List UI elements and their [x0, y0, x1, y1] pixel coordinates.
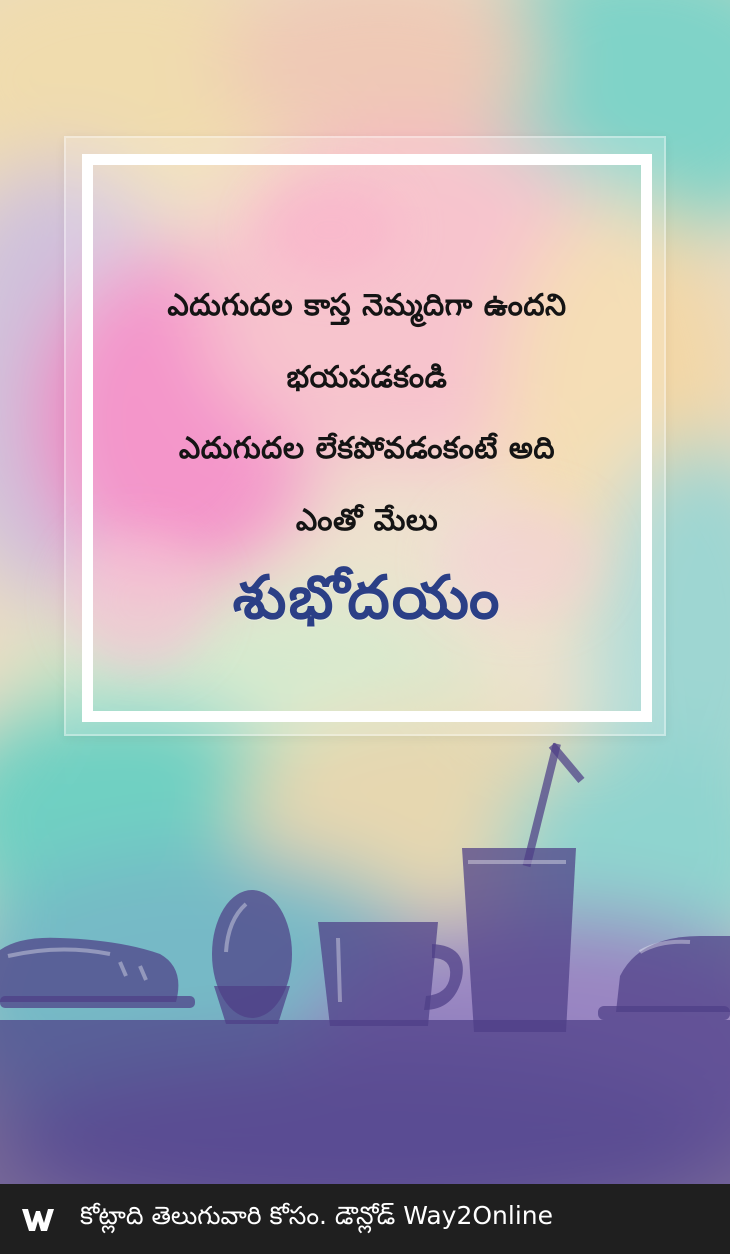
quote-inner-border	[82, 154, 652, 722]
breakfast-silhouette	[0, 740, 730, 1184]
quote-line-3: ఎదుగుదల లేకపోవడంకంటే అది	[178, 431, 556, 466]
table-silhouette	[0, 1020, 730, 1184]
footer-download-text[interactable]: కోట్లాది తెలుగువారి కోసం. డౌన్లోడ్ Way2Online	[80, 1201, 554, 1230]
quote-line-2: భయపడకండి	[286, 360, 448, 395]
cup-silhouette	[318, 922, 438, 1026]
glass-silhouette	[462, 848, 576, 1032]
good-morning-title: శుభోదయం	[232, 563, 502, 633]
plate-left-silhouette	[0, 996, 195, 1008]
butter-dish-silhouette	[616, 936, 730, 1012]
bread-silhouette	[0, 938, 178, 1002]
way2online-logo-icon	[18, 1199, 58, 1239]
footer-bar[interactable]	[0, 1184, 730, 1254]
quote-line-4: ఎంతో మేలు	[295, 503, 439, 538]
quote-line-1: ఎదుగుదల కాస్త నెమ్మదిగా ఉందని	[167, 288, 567, 323]
quote-frame	[64, 136, 666, 736]
egg-cup-silhouette	[214, 986, 290, 1024]
